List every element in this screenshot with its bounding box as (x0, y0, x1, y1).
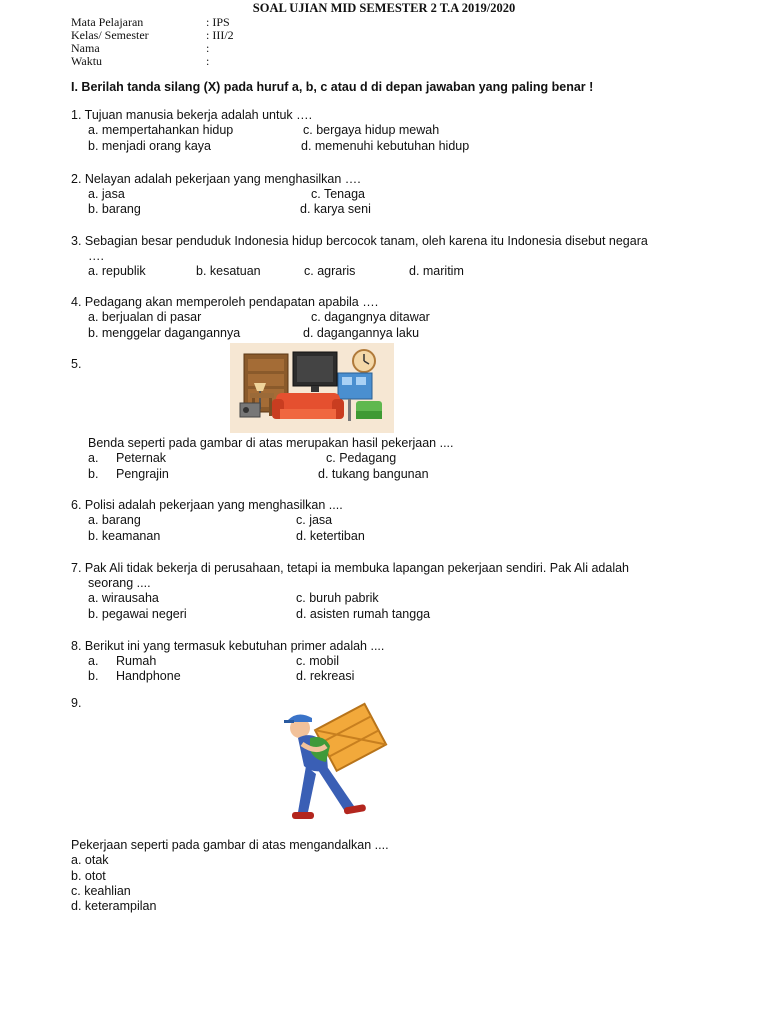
question-9-option-c: c. keahlian (71, 884, 131, 898)
question-7-option-d: d. asisten rumah tangga (296, 607, 431, 621)
question-9-option-b: b. otot (71, 869, 106, 883)
field-label-name: Nama (71, 41, 100, 55)
question-1-option-d: d. memenuhi kebutuhan hidup (301, 139, 470, 153)
furniture-illustration (230, 343, 394, 433)
question-7-option-c: c. buruh pabrik (296, 591, 379, 605)
question-7-option-b: b. pegawai negeri (88, 607, 187, 621)
question-5-option-d: d. tukang bangunan (318, 467, 429, 481)
question-4-option-a: a. berjualan di pasar (88, 310, 202, 324)
instruction: I. Berilah tanda silang (X) pada huruf a, b, c atau d di depan jawaban yang paling benar ! (71, 80, 594, 94)
question-9-option-a: a. otak (71, 853, 109, 867)
question-6-stem: 6. Polisi adalah pekerjaan yang menghasilkan .... (71, 498, 343, 512)
question-2-option-b: b. barang (88, 202, 141, 216)
question-2-option-c: c. Tenaga (311, 187, 365, 201)
question-4-stem: 4. Pedagang akan memperoleh pendapatan apabila …. (71, 295, 379, 309)
question-8-stem: 8. Berikut ini yang termasuk kebutuhan primer adalah .... (71, 639, 385, 653)
field-value-time: : (206, 54, 210, 68)
question-2-stem: 2. Nelayan adalah pekerjaan yang menghasilkan …. (71, 172, 361, 186)
field-label-subject: Mata Pelajaran (71, 15, 144, 29)
question-4-option-c: c. dagangnya ditawar (311, 310, 430, 324)
field-value-subject: : IPS (206, 15, 230, 29)
field-value-name: : (206, 41, 210, 55)
question-5-number: 5. (71, 357, 82, 371)
question-2-option-d: d. karya seni (300, 202, 371, 216)
question-4-option-d: d. dagangannya laku (303, 326, 420, 340)
field-label-time: Waktu (71, 54, 103, 68)
question-5-option-b-letter: b. (88, 467, 99, 481)
question-6-option-b: b. keamanan (88, 529, 161, 543)
question-8-option-a-letter: a. (88, 654, 99, 668)
question-3-option-d: d. maritim (409, 264, 464, 278)
question-8-option-b-letter: b. (88, 669, 99, 683)
question-6-option-c: c. jasa (296, 513, 333, 527)
question-9-number: 9. (71, 696, 82, 710)
question-1-option-c: c. bergaya hidup mewah (303, 123, 440, 137)
question-5-option-a-letter: a. (88, 451, 99, 465)
exam-title: SOAL UJIAN MID SEMESTER 2 T.A 2019/2020 (252, 1, 516, 15)
question-7-stem-continued: seorang .... (88, 576, 151, 590)
question-8-option-d: d. rekreasi (296, 669, 355, 683)
question-8-option-c: c. mobil (296, 654, 340, 668)
worker-carrying-crate-illustration (282, 700, 394, 832)
question-1-option-a: a. mempertahankan hidup (88, 123, 234, 137)
question-7-stem: 7. Pak Ali tidak bekerja di perusahaan, tetapi ia membuka lapangan pekerjaan sendiri. Pak Ali adalah (71, 561, 629, 575)
field-value-class: : III/2 (206, 28, 234, 42)
question-8-option-b: Handphone (116, 669, 181, 683)
question-5-option-a: Peternak (116, 451, 167, 465)
field-label-class: Kelas/ Semester (71, 28, 149, 42)
question-6-option-a: a. barang (88, 513, 141, 527)
question-7-option-a: a. wirausaha (88, 591, 159, 605)
question-5-option-c: c. Pedagang (326, 451, 397, 465)
question-3-option-a: a. republik (88, 264, 146, 278)
question-8-option-a: Rumah (116, 654, 157, 668)
question-6-option-d: d. ketertiban (296, 529, 365, 543)
question-3-option-b: b. kesatuan (196, 264, 261, 278)
question-3-stem-continued: …. (88, 249, 104, 263)
question-3-stem: 3. Sebagian besar penduduk Indonesia hidup bercocok tanam, oleh karena itu Indonesia disebut negara (71, 234, 648, 248)
question-9-stem: Pekerjaan seperti pada gambar di atas mengandalkan .... (71, 838, 389, 852)
question-5-stem: Benda seperti pada gambar di atas merupakan hasil pekerjaan .... (88, 436, 454, 450)
question-1-option-b: b. menjadi orang kaya (88, 139, 211, 153)
question-2-option-a: a. jasa (88, 187, 125, 201)
question-1-stem: 1. Tujuan manusia bekerja adalah untuk …. (71, 108, 313, 122)
question-9-option-d: d. keterampilan (71, 899, 157, 913)
question-5-option-b: Pengrajin (116, 467, 169, 481)
question-4-option-b: b. menggelar dagangannya (88, 326, 241, 340)
question-3-option-c: c. agraris (304, 264, 356, 278)
